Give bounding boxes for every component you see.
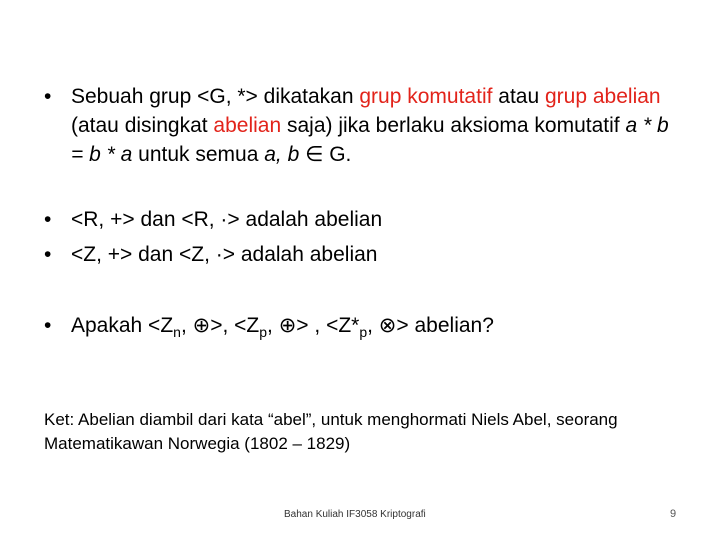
footer-course-title: Bahan Kuliah IF3058 Kriptografi bbox=[284, 509, 426, 520]
bullet-marker: • bbox=[44, 243, 52, 266]
example-text-reals: <R, +> dan <R, ·> adalah abelian bbox=[71, 208, 383, 231]
term-grup-komutatif: grup komutatif bbox=[359, 85, 493, 108]
bullet-marker: • bbox=[44, 314, 52, 337]
bullet-marker: • bbox=[44, 208, 52, 231]
definition-text: Sebuah grup <G, *> dikatakan grup komutatif atau grup abelian (atau disingkat abelian saja) jika berlaku aksioma komutatif a * b = b * a untuk semua a, b ∈ G. bbox=[71, 85, 669, 166]
subscript-p: p bbox=[359, 324, 368, 340]
example-bullet-integers bbox=[44, 240, 684, 269]
subscript-n: n bbox=[173, 324, 181, 340]
question-bullet bbox=[44, 311, 684, 347]
term-abelian: abelian bbox=[213, 114, 282, 137]
example-text-integers: <Z, +> dan <Z, ·> adalah abelian bbox=[71, 243, 378, 266]
example-bullet-reals bbox=[44, 205, 684, 234]
term-grup-abelian: grup abelian bbox=[545, 85, 661, 108]
formula-vars: a, b bbox=[264, 143, 300, 166]
subscript-p: p bbox=[259, 324, 268, 340]
question-text: Apakah $<Z_n$, ⊕>, $<Z_p$, ⊕> , $<Z*_p$, ⊗> abelian? bbox=[71, 314, 494, 340]
commutative-formula: a * b = b * a bbox=[71, 114, 669, 166]
page-number: 9 bbox=[670, 508, 677, 520]
definition-bullet bbox=[44, 82, 684, 169]
bullet-marker: • bbox=[44, 85, 52, 108]
footnote: Ket: Abelian diambil dari kata “abel”, untuk menghormati Niels Abel, seorang Matematikawan Norwegia (1802 – 1829) bbox=[44, 410, 618, 453]
